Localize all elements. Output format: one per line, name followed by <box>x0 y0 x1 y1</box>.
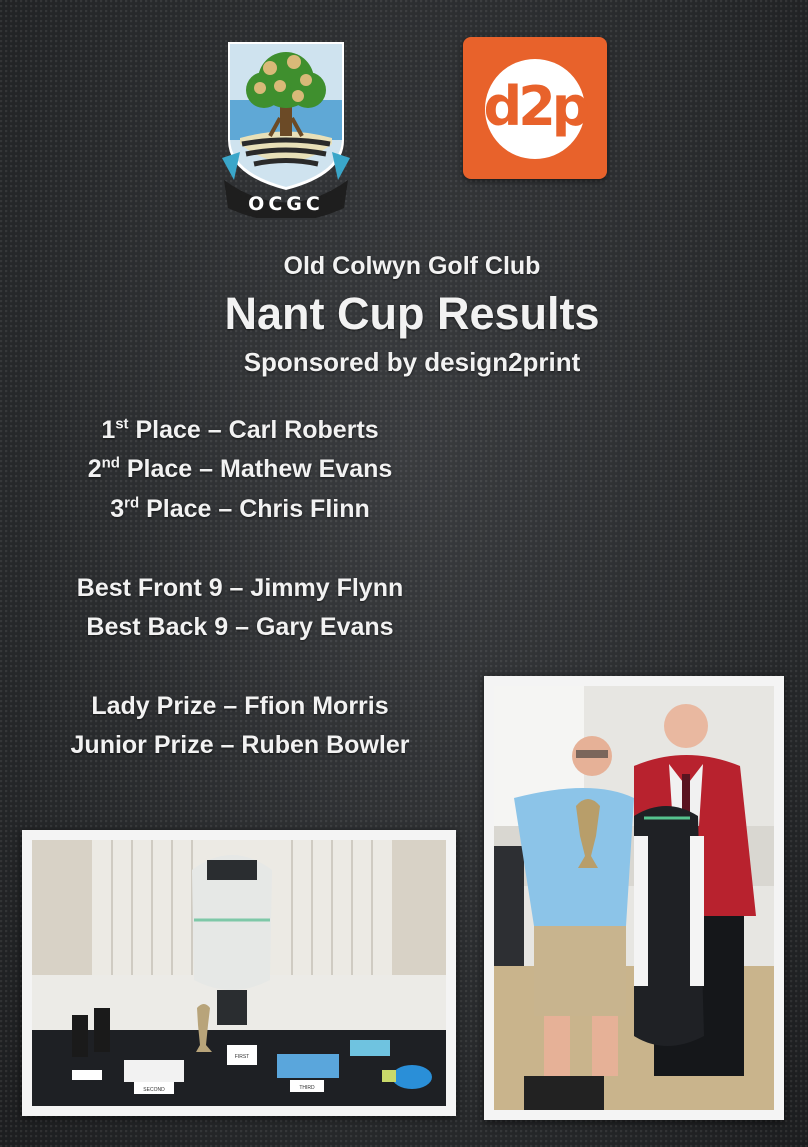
svg-text:OCGC: OCGC <box>248 193 324 215</box>
page-title: Nant Cup Results <box>224 288 600 339</box>
club-name: Old Colwyn Golf Club <box>283 252 541 280</box>
prize-best-back-9: Best Back 9 – Gary Evans <box>86 613 394 641</box>
sponsor-line: Sponsored by design2print <box>243 347 581 377</box>
prize-table-photo <box>22 830 456 1116</box>
sponsor-logo-text: d2p <box>483 75 587 138</box>
sponsor-logo <box>463 37 607 179</box>
prize-junior: Junior Prize – Ruben Bowler <box>70 731 410 759</box>
svg-text:SECOND: SECOND <box>143 1087 165 1093</box>
prize-lady: Lady Prize – Ffion Morris <box>91 692 389 720</box>
svg-text:THIRD: THIRD <box>299 1085 315 1091</box>
winner-presentation-photo <box>484 676 784 1120</box>
club-crest-logo <box>220 40 352 218</box>
result-second: 2nd Place – Mathew Evans <box>87 454 393 483</box>
svg-text:FIRST: FIRST <box>234 1054 250 1060</box>
result-third: 3rd Place – Chris Flinn <box>110 494 370 523</box>
prize-best-front-9: Best Front 9 – Jimmy Flynn <box>76 574 404 602</box>
result-first: 1st Place – Carl Roberts <box>101 415 379 444</box>
